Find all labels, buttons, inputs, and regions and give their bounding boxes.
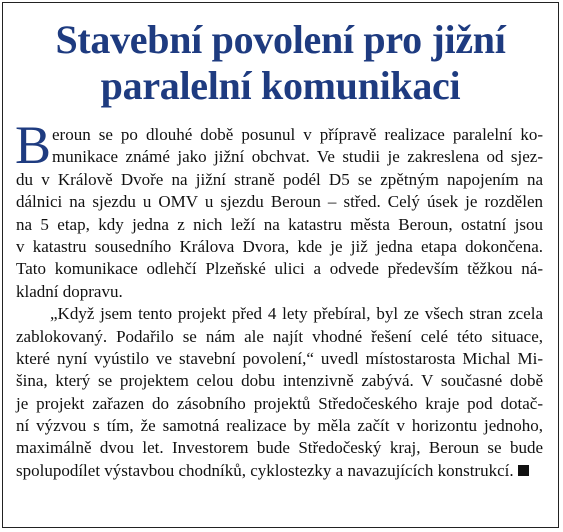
final-line-text: spolupodílet výstavbou chodníků, cyklostezky a navazujících konstrukcí. bbox=[16, 460, 514, 480]
text-line: šina, který se projektem celou dobu intenzivně zabývá. V současné době bbox=[16, 371, 543, 391]
article-headline bbox=[3, 3, 558, 109]
text-line: je projekt zařazen do zásobního projektů Středočeského kraje pod dotač- bbox=[16, 393, 543, 413]
headline-line-2: paralelní komunikaci bbox=[100, 63, 461, 108]
dropcap-letter: B bbox=[15, 115, 52, 175]
text-line: dálnici na sjezdu u OMV u sjezdu Beroun – střed. Celý úsek je rozdělen bbox=[16, 192, 543, 212]
text-line: du v Králově Dvoře na jižní straně podél D5 se zpětným napojením na bbox=[16, 169, 543, 189]
text-line: kladní dopravu. bbox=[16, 281, 123, 301]
text-line-final bbox=[16, 460, 543, 482]
text-line: Tato komunikace odlehčí Plzeňské ulici a odvede především těžkou ná- bbox=[16, 259, 543, 279]
text-line: v katastru sousedního Králova Dvora, kde je již jedna etapa dokončena. bbox=[16, 236, 543, 256]
paragraph-2 bbox=[16, 303, 543, 482]
text-line: na 5 etap, kdy jedna z nich leží na katastru města Beroun, ostatní jsou bbox=[16, 214, 543, 234]
headline-line-1: Stavební povolení pro jižní bbox=[55, 17, 506, 62]
text-line: „Když jsem tento projekt před 4 lety přebíral, byl ze všech stran zcela bbox=[50, 304, 543, 324]
paragraph-1 bbox=[15, 115, 543, 303]
end-of-article-square-icon bbox=[518, 465, 529, 476]
text-line: munikace známé jako jižní obchvat. Ve studii je zakreslena od sjez- bbox=[52, 147, 543, 167]
text-line: eroun se po dlouhé době posunul v přípravě realizace paralelní ko- bbox=[52, 125, 543, 144]
text-line: maximálně dvou let. Investorem bude Středočeský kraj, Beroun se bude bbox=[16, 438, 543, 458]
text-line: které nyní vyústilo ve stavební povolení,“ uvedl místostarosta Michal Mi- bbox=[16, 348, 543, 368]
text-line: zablokovaný. Podařilo se nám ale najít vhodné řešení celé této situace, bbox=[16, 326, 543, 346]
text-line: ní výzvou s tím, že samotná realizace by měla začít v horizontu jednoho, bbox=[16, 416, 543, 436]
dropcap-box bbox=[15, 115, 52, 175]
article-body bbox=[15, 115, 543, 482]
